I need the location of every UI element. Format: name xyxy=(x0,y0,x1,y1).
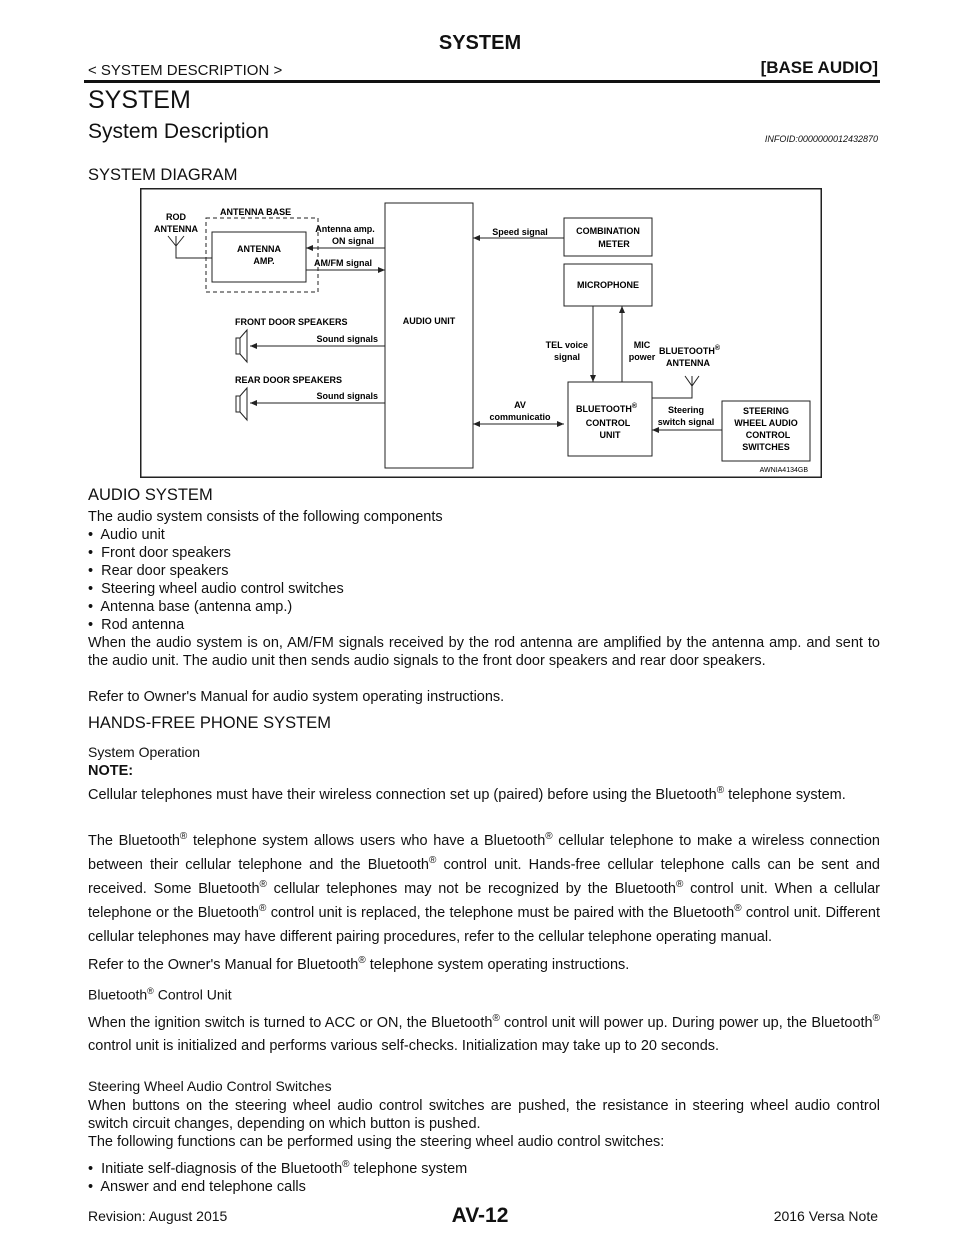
svg-text:BLUETOOTH®: BLUETOOTH® xyxy=(576,403,638,414)
bt-antenna-icon xyxy=(652,376,699,398)
main-heading: SYSTEM xyxy=(88,86,191,114)
audio-paragraph-1: When the audio system is on, AM/FM signals received by the rod antenna are amplified by the antenna amp. and sent to the audio unit. The audio unit then sends audio signals to the front door speakers and rear door speakers. xyxy=(88,635,880,669)
microphone-label: MICROPHONE xyxy=(576,280,640,290)
list-item: • Steering wheel audio control switches xyxy=(88,581,344,597)
bt-unit-label-1: BLUETOOTH xyxy=(576,404,632,414)
page-number: AV-12 xyxy=(451,1204,509,1227)
bt-antenna-label-1: BLUETOOTH xyxy=(659,346,715,356)
antenna-amp-label-2: AMP. xyxy=(253,256,275,266)
steering-switches-label-1: STEERING xyxy=(742,406,790,416)
steering-signal-label-1: Steering xyxy=(667,405,705,415)
steering-paragraph-2: The following functions can be performed using the steering wheel audio control switches: xyxy=(88,1134,665,1150)
antenna-on-signal-label-2: ON signal xyxy=(331,236,375,246)
mic-power-label-1: MIC xyxy=(633,340,651,350)
bt-paragraph-1: The Bluetooth® telephone system allows users who have a Bluetooth® cellular telephone to make a wireless connection between their cellular telephone and the Bluetooth® control unit. Hands-free cellular telephone calls can be sent and received. Some Bluetooth® cellular telephones may not be recognized by the Bluetooth® control unit. When a cellular telephone or the Bluetooth® control unit is replaced, the telephone must be paired with the Bluetooth® control unit. Different cellular telephones may have different pairing procedures, refer to the cellular telephone operating manual. xyxy=(88,831,880,945)
antenna-on-signal-label-1: Antenna amp. xyxy=(315,224,375,234)
bt-paragraph-2: Refer to the Owner's Manual for Bluetooth® telephone system operating instructions. xyxy=(88,955,630,973)
list-item: • Antenna base (antenna amp.) xyxy=(88,599,293,615)
list-item: • Audio unit xyxy=(88,527,165,543)
rod-antenna-label-1: ROD xyxy=(166,212,186,222)
tel-voice-label-2: signal xyxy=(553,352,580,362)
list-item: • Front door speakers xyxy=(88,545,231,561)
audio-paragraph-2: Refer to Owner's Manual for audio system operating instructions. xyxy=(88,689,505,705)
model-label: 2016 Versa Note xyxy=(773,1208,878,1224)
header-rule xyxy=(84,80,880,83)
diagram-code: AWNIA4134GB xyxy=(759,467,808,474)
av-comm-label-2: communicatio xyxy=(489,412,551,422)
revision-label: Revision: August 2015 xyxy=(88,1208,228,1224)
section-label: < SYSTEM DESCRIPTION > xyxy=(88,62,283,79)
bt-control-unit-heading: Bluetooth® Control Unit xyxy=(88,986,232,1003)
page-header-title: SYSTEM xyxy=(438,32,522,54)
hands-free-heading: HANDS-FREE PHONE SYSTEM xyxy=(88,714,331,732)
note-paragraph: Cellular telephones must have their wireless connection set up (paired) before using the Bluetooth® telephone system. xyxy=(88,785,846,803)
bt-control-unit-paragraph: When the ignition switch is turned to ACC or ON, the Bluetooth® control unit will power up. During power up, the Bluetooth® control unit is initialized and performs various self-checks. Initialization may take up to 20 seconds. xyxy=(88,1013,880,1054)
info-id: INFOID:0000000012432870 xyxy=(764,134,878,144)
antenna-amp-label-1: ANTENNA xyxy=(237,244,281,254)
steering-functions-list xyxy=(88,1156,467,1196)
audio-heading: AUDIO SYSTEM xyxy=(88,486,213,504)
sub-heading: System Description xyxy=(88,120,269,143)
rod-antenna-label-2: ANTENNA xyxy=(154,224,198,234)
steering-switches-label-4: SWITCHES xyxy=(742,442,790,452)
front-speakers-label: FRONT DOOR SPEAKERS xyxy=(235,317,348,327)
speed-signal-label: Speed signal xyxy=(492,227,548,237)
category-label: [BASE AUDIO] xyxy=(760,58,878,77)
bt-unit-label-3: UNIT xyxy=(599,430,621,440)
steering-switches-heading: Steering Wheel Audio Control Switches xyxy=(88,1078,332,1094)
steering-switches-label-3: CONTROL xyxy=(745,430,791,440)
audio-list xyxy=(88,508,443,634)
steering-signal-label-2: switch signal xyxy=(657,417,715,427)
list-item: • Answer and end telephone calls xyxy=(88,1178,306,1195)
sound-signals-front-label: Sound signals xyxy=(316,334,378,344)
sound-signals-rear-label: Sound signals xyxy=(316,391,378,401)
audio-unit-box xyxy=(385,203,473,468)
note-label: NOTE: xyxy=(88,763,134,779)
system-operation-heading: System Operation xyxy=(88,744,201,760)
rear-speaker-icon xyxy=(236,388,247,420)
combination-meter-box xyxy=(564,218,652,256)
combination-meter-label-1: COMBINATION xyxy=(576,226,640,236)
av-comm-label-1: AV xyxy=(514,400,526,410)
list-item: • Rod antenna xyxy=(88,617,185,633)
audio-intro: The audio system consists of the following components xyxy=(88,509,443,525)
list-item: • Initiate self-diagnosis of the Bluetooth® telephone system xyxy=(88,1159,468,1177)
steering-paragraph-1: When buttons on the steering wheel audio control switches are pushed, the resistance in steering wheel audio control switch circuit changes, depending on which button is pushed. xyxy=(88,1098,880,1132)
diagram-heading: SYSTEM DIAGRAM xyxy=(88,166,238,184)
combination-meter-label-2: METER xyxy=(598,239,630,249)
svg-text:BLUETOOTH®: BLUETOOTH® xyxy=(659,345,721,356)
tel-voice-label-1: TEL voice xyxy=(545,340,588,350)
bt-unit-label-2: CONTROL xyxy=(585,418,631,428)
bt-antenna-label-2: ANTENNA xyxy=(666,358,710,368)
audio-unit-label: AUDIO UNIT xyxy=(402,316,456,326)
mic-power-label-2: power xyxy=(628,352,656,362)
rod-antenna-icon xyxy=(168,236,212,258)
amfm-signal-label: AM/FM signal xyxy=(314,258,372,268)
system-diagram xyxy=(140,188,822,478)
antenna-base-label: ANTENNA BASE xyxy=(220,207,292,217)
steering-switches-label-2: WHEEL AUDIO xyxy=(734,418,798,428)
list-item: • Rear door speakers xyxy=(88,563,229,579)
rear-speakers-label: REAR DOOR SPEAKERS xyxy=(235,375,343,385)
antenna-base-box xyxy=(206,218,318,292)
front-speaker-icon xyxy=(236,330,247,362)
